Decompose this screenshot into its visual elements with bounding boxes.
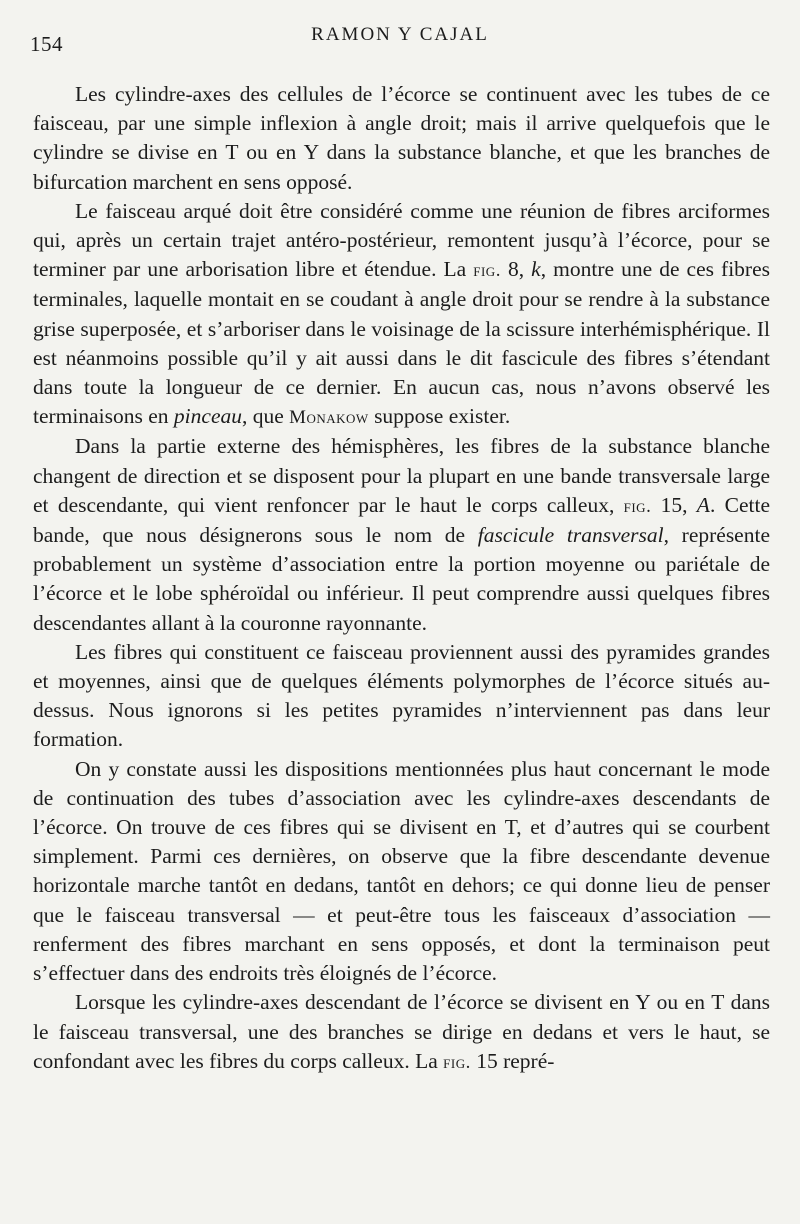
text-run: Le faisceau arqué doit être considéré comme une réunion de fibres arciformes qui, après un certain trajet antéro-postérieur, remontent jusqu’à l’écorce, pour se terminer par une arborisation libre et étendue. La <box>33 198 770 282</box>
paragraph <box>33 432 770 637</box>
text-run: On y constate aussi les dispositions mentionnées plus haut concernant le mode de continuation des tubes d’association avec les cylindre-axes descendants de l’écorce. On trouve de ces fibres qui se divisent en T, et d’autres qui se courbent simplement. Parmi ces dernières, on observe que la fibre descendante devenue horizontale marche tantôt en dedans, tantôt en dehors; ce qui donne lieu de penser que le faisceau transversal — et peut-être tous les faisceaux d’association — renferment des fibres marchant en sens opposés, et dont la terminaison peut s’effectuer dans des endroits très éloignés de l’écorce. <box>33 756 770 986</box>
text-run: 15 repré- <box>470 1048 555 1073</box>
small-caps-text: fig. <box>623 495 652 517</box>
text-run: Dans la partie externe des hémisphères, les fibres de la substance blanche changent de direction et se disposent pour la plupart en une bande transversale large et descendante, qui vient renfoncer par le haut le corps calleux, <box>33 434 770 517</box>
text-run: Les cylindre-axes des cellules de l’écorce se continuent avec les tubes de ce faisceau, par une simple inflexion à angle droit; mais il arrive quelquefois que le cylindre se divise en T ou en Y dans la substance blanche, et que les branches de bifurcation marchent en sens opposé. <box>33 82 770 194</box>
text-run: suppose exister. <box>368 404 511 429</box>
paragraph <box>33 988 770 1077</box>
text-run: , que <box>241 404 290 429</box>
running-title: RAMON Y CAJAL <box>311 24 489 45</box>
italic-text: pinceau <box>173 404 242 429</box>
text-run: . Cette bande, que nous désignerons sous le nom de <box>33 492 770 548</box>
text-run: 8, <box>500 257 532 282</box>
paragraph <box>33 638 770 755</box>
running-head <box>30 22 770 56</box>
text-run: Les fibres qui constituent ce faisceau proviennent aussi des pyramides grandes et moyennes, ainsi que de quelques éléments polymorphes de l’écorce situés au-dessus. Nous ignorons si les petites pyramides n’interviennent pas dans leur formation. <box>33 639 770 752</box>
small-caps-text: fig. <box>473 260 501 282</box>
text-run: , montre une de ces fibres terminales, laquelle montait en se coudant à angle droit pour se rendre à la substance grise superposée, et s’arboriser dans le voisinage de la scissure interhémisphérique. Il est néanmoins possible qu’il y ait aussi dans le dit fascicule des fibres s’étendant dans toute la longueur de ce dernier. En aucun cas, nous n’avons observé les terminaisons en <box>33 257 770 429</box>
text-run: 15, <box>651 492 697 517</box>
italic-text: A <box>696 492 710 517</box>
paragraph <box>33 80 770 197</box>
small-caps-text: Monakow <box>289 407 369 429</box>
body-text <box>33 80 770 1077</box>
italic-text: k <box>531 257 541 282</box>
text-run: , représente probablement un système d’association entre la portion moyenne ou pariétale de l’écorce et le lobe sphéroïdal ou inférieur. Il peut comprendre aussi quelques fibres descendantes allant à la couronne rayonnante. <box>33 523 770 635</box>
italic-text: fascicule transversal <box>477 523 664 548</box>
paragraph <box>33 197 770 433</box>
page-number: 154 <box>30 32 63 56</box>
paragraph <box>33 755 770 989</box>
small-caps-text: fig. <box>443 1051 471 1073</box>
text-run: Lorsque les cylindre-axes descendant de l’écorce se divisent en Y ou en T dans le faisceau transversal, une des branches se dirige en dedans et vers le haut, se confondant avec les fibres du corps calleux. La <box>33 990 770 1073</box>
